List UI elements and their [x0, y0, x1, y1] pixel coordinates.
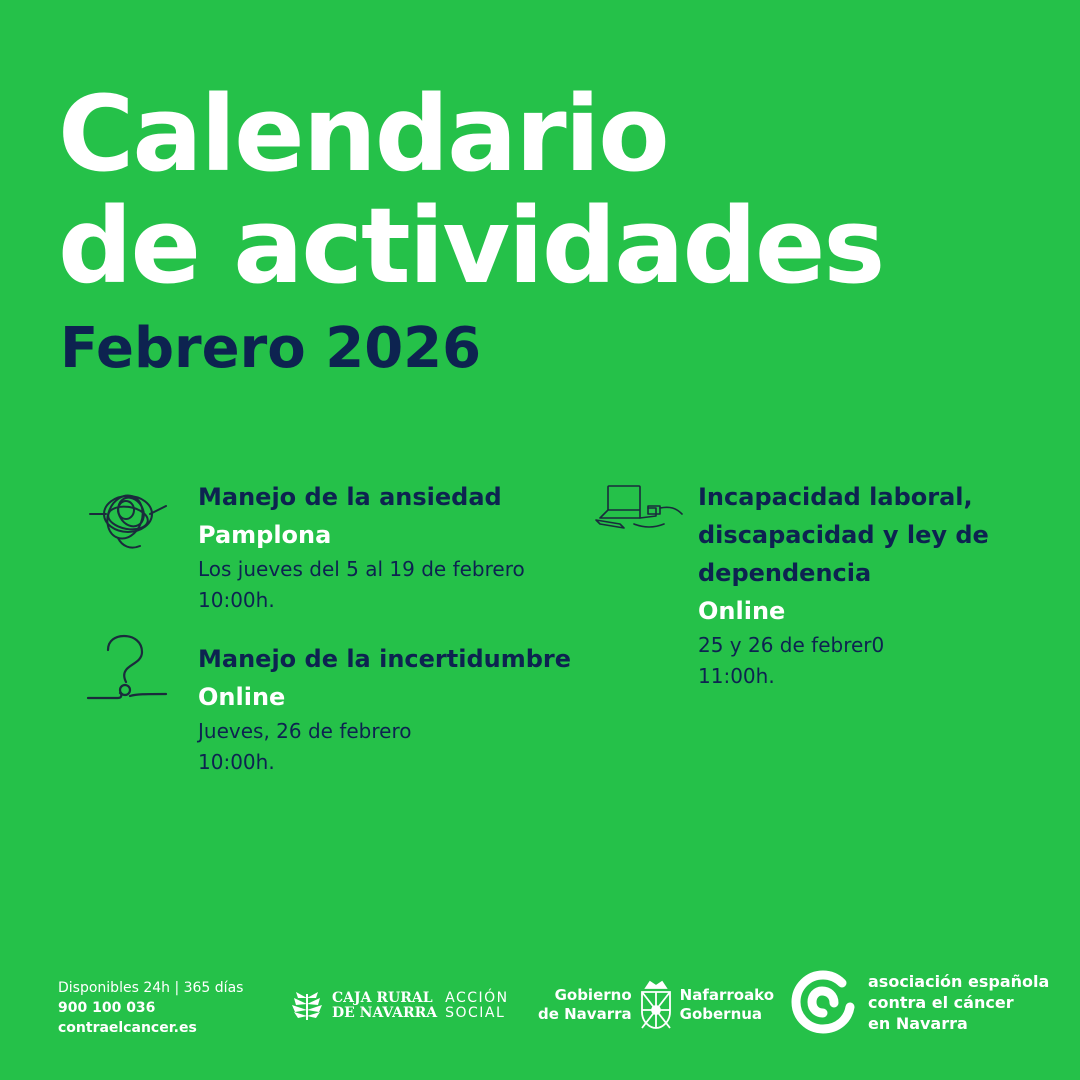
footer-contact: [58, 978, 243, 1038]
laptop-icon: [594, 484, 686, 536]
aecc-logo: [790, 966, 1049, 1038]
activity-title-line-2: discapacidad y ley de: [698, 521, 989, 549]
gobernua-label: Nafarroako Gobernua: [679, 986, 775, 1023]
activity-location: Online: [198, 683, 286, 711]
activity-time: 11:00h.: [698, 664, 775, 688]
availability-text: Disponibles 24h | 365 días: [58, 980, 244, 996]
activity-title: Manejo de la ansiedad: [198, 483, 502, 511]
activity-2: [198, 640, 578, 778]
wheat-icon: [286, 990, 326, 1022]
aecc-name: asociación española contra el cáncer en Navarra: [868, 971, 1050, 1033]
caja-rural-name: CAJA RURAL DE NAVARRA: [332, 990, 438, 1021]
title-line-1: Calendario: [58, 73, 668, 195]
question-mark-icon: [86, 632, 168, 704]
activity-date: Jueves, 26 de febrero: [198, 719, 412, 743]
accion-social-label: ACCIÓN SOCIAL: [445, 990, 509, 1021]
phone-number[interactable]: 900 100 036: [58, 1000, 156, 1016]
activity-1: [198, 478, 568, 616]
title-line-2: de actividades: [58, 185, 884, 307]
activity-time: 10:00h.: [198, 588, 275, 612]
activity-location: Pamplona: [198, 521, 332, 549]
activity-location: Online: [698, 597, 786, 625]
activity-3: [698, 478, 1038, 692]
activity-title: Manejo de la incertidumbre: [198, 645, 572, 673]
activity-date: 25 y 26 de febrer0: [698, 633, 885, 657]
activity-date: Los jueves del 5 al 19 de febrero: [198, 557, 525, 581]
scribble-icon: [88, 480, 168, 555]
gobierno-label: Gobierno de Navarra: [538, 986, 632, 1023]
activity-title-line-3: dependencia: [698, 559, 872, 587]
caja-rural-logo: [286, 986, 509, 1026]
activity-time: 10:00h.: [198, 750, 275, 774]
gobierno-navarra-logo: [538, 980, 774, 1030]
aecc-c-logo-icon: [790, 969, 856, 1035]
website-link[interactable]: contraelcancer.es: [58, 1020, 197, 1036]
activity-title-line-1: Incapacidad laboral,: [698, 483, 973, 511]
page-title: [58, 73, 884, 307]
month-subtitle: Febrero 2026: [60, 316, 482, 381]
navarra-coat-of-arms-icon: [638, 980, 674, 1030]
